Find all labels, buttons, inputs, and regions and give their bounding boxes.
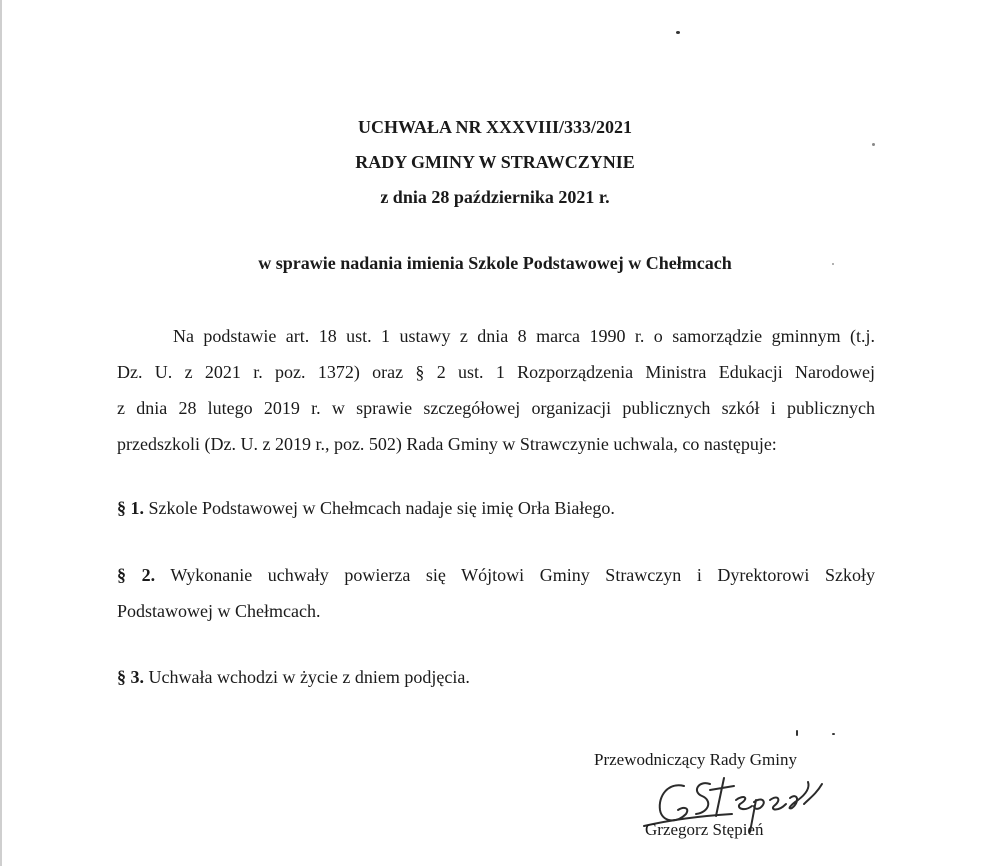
scan-speck <box>796 730 798 736</box>
section-text: Szkole Podstawowej w Chełmcach nadaje się imię Orła Białego. <box>148 498 615 518</box>
intro-line: z dnia 28 lutego 2019 r. w sprawie szczegółowej organizacji publicznych szkół i publicznych <box>117 398 875 418</box>
section-text: Wykonanie uchwały powierza się Wójtowi Gminy Strawczyn i Dyrektorowi Szkoły <box>170 565 875 585</box>
section-3 <box>117 659 875 695</box>
signatory-name: Grzegorz Stępień <box>645 820 764 839</box>
signatory-title: Przewodniczący Rady Gminy <box>594 750 797 769</box>
scan-speck <box>832 733 835 735</box>
section-number: § 3. <box>117 667 144 687</box>
section-text: Podstawowej w Chełmcach. <box>117 601 321 621</box>
council-name: RADY GMINY W STRAWCZYNIE <box>355 152 635 172</box>
section-1 <box>117 490 875 526</box>
intro-line: Dz. U. z 2021 r. poz. 1372) oraz § 2 ust. 1 Rozporządzenia Ministra Edukacji Narodowej <box>117 362 875 382</box>
intro-line: Na podstawie art. 18 ust. 1 ustawy z dnia 8 marca 1990 r. o samorządzie gminnym (t.j. <box>173 326 875 346</box>
legal-basis-paragraph <box>117 318 875 462</box>
resolution-date: z dnia 28 października 2021 r. <box>380 187 610 207</box>
resolution-subject: w sprawie nadania imienia Szkole Podstawowej w Chełmcach <box>258 253 732 273</box>
intro-line: przedszkoli (Dz. U. z 2019 r., poz. 502) Rada Gminy w Strawczynie uchwala, co następuje: <box>117 434 777 454</box>
section-number: § 1. <box>117 498 144 518</box>
section-2 <box>117 557 875 629</box>
scan-speck <box>872 143 875 146</box>
scan-speck <box>676 31 680 34</box>
section-number: § 2. <box>117 565 156 585</box>
resolution-number: UCHWAŁA NR XXXVIII/333/2021 <box>357 117 633 137</box>
section-text: Uchwała wchodzi w życie z dniem podjęcia. <box>148 667 470 687</box>
